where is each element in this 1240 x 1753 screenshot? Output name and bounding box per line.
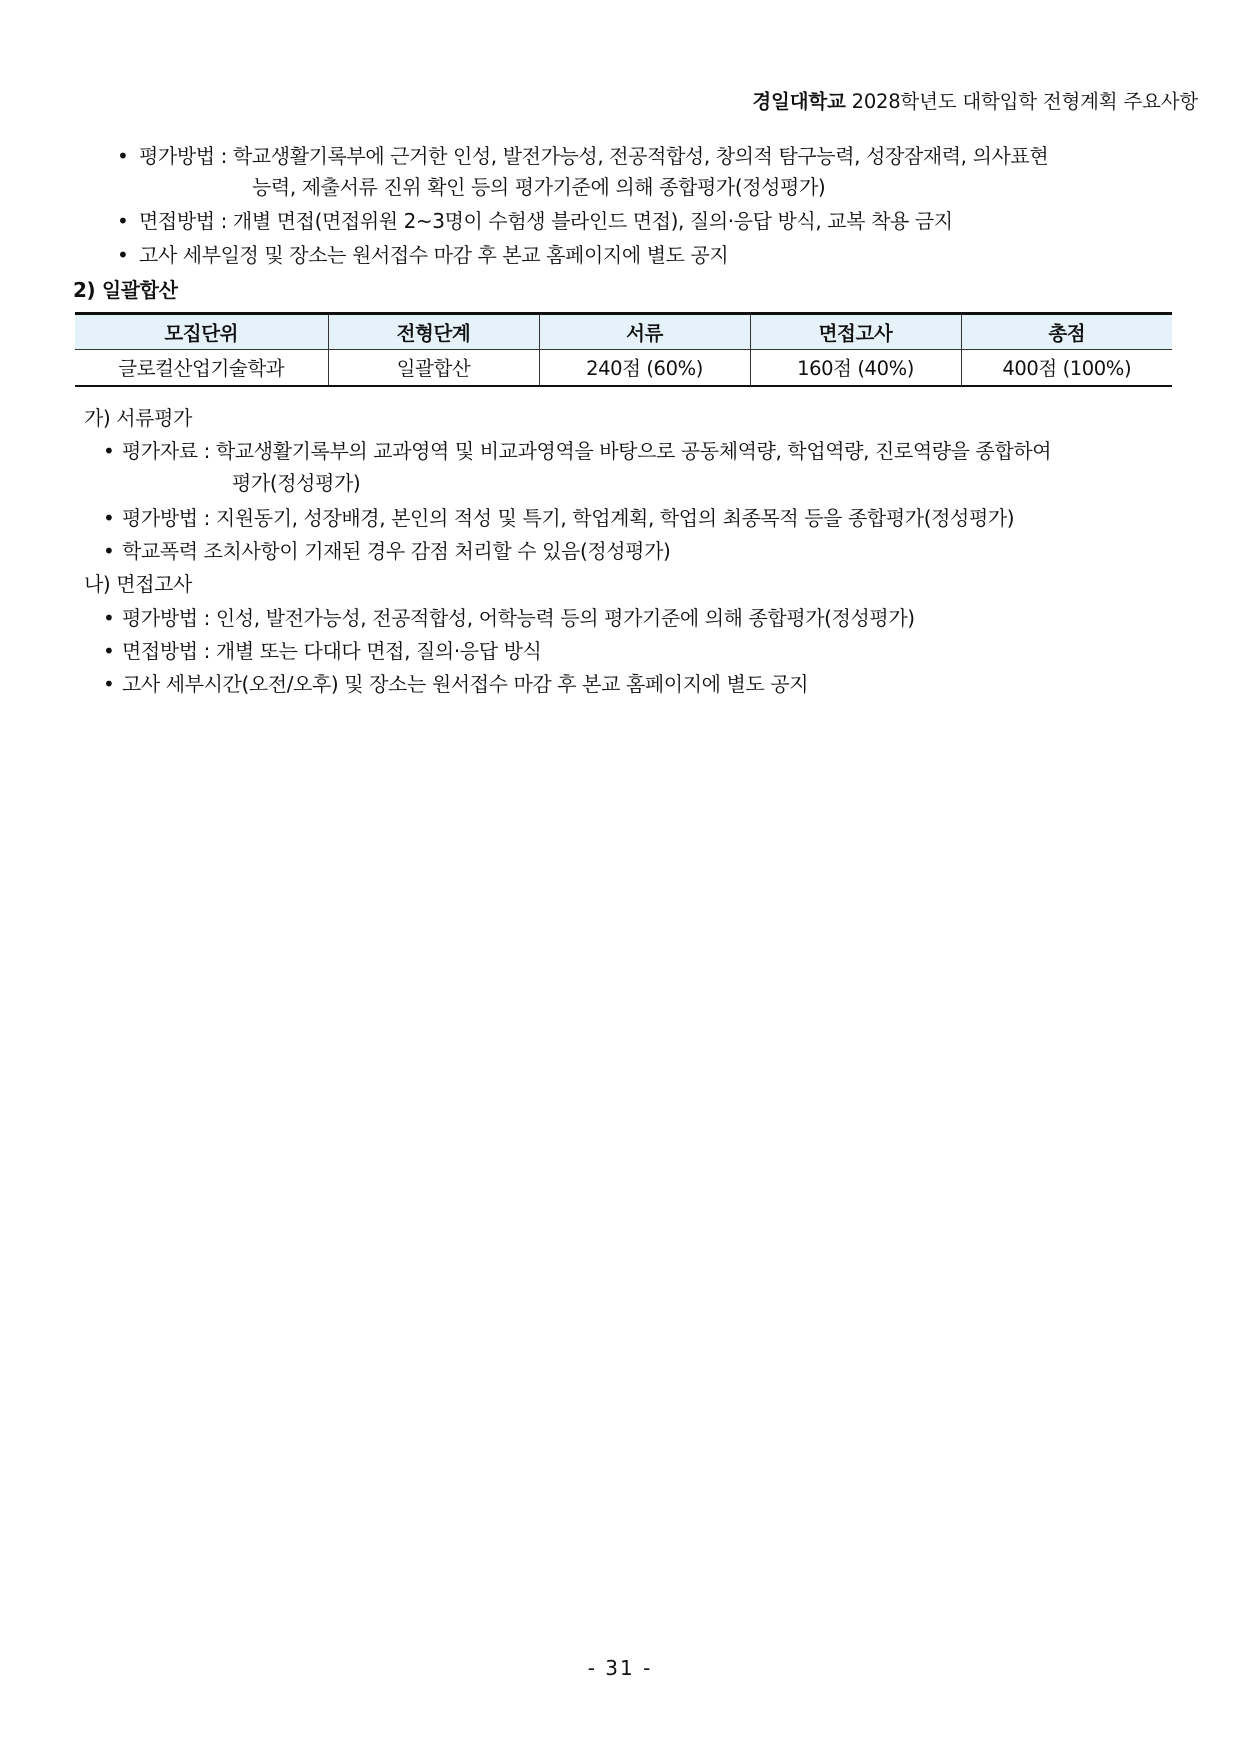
- table-header-cell: 모집단위: [75, 314, 328, 350]
- bullet-text: 평가자료 : 학교생활기록부의 교과영역 및 비교과영역을 바탕으로 공동체역량, 학업역량, 진로역량을 종합하여: [122, 439, 1052, 463]
- table-header-cell: 총점: [961, 314, 1172, 350]
- table-row: [75, 350, 1172, 386]
- page-header: [752, 86, 1198, 114]
- bullet-text: 면접방법 : 개별 또는 다대다 면접, 질의·응답 방식: [122, 639, 542, 663]
- bullet-dot: •: [103, 639, 115, 663]
- bullet-text-continuation: 능력, 제출서류 진위 확인 등의 평가기준에 의해 종합평가(정성평가): [252, 175, 826, 199]
- subsection-title: 나) 면접고사: [84, 572, 192, 596]
- header-school-name: 경일대학교: [752, 90, 846, 113]
- page-number: - 31 -: [587, 1656, 653, 1680]
- bullet-dot: •: [103, 439, 115, 463]
- section-heading: 2) 일괄합산: [73, 278, 178, 302]
- bullet-text-continuation: 평가(정성평가): [232, 471, 361, 495]
- table-cell: 160점 (40%): [750, 350, 961, 386]
- table-cell: 400점 (100%): [961, 350, 1172, 386]
- bullet-dot: •: [103, 606, 115, 630]
- score-table: [75, 312, 1172, 387]
- bullet-dot: •: [103, 672, 115, 696]
- bullet-text: 학교폭력 조치사항이 기재된 경우 감점 처리할 수 있음(정성평가): [122, 539, 671, 563]
- bullet-text: 평가방법 : 학교생활기록부에 근거한 인성, 발전가능성, 전공적합성, 창의적 탐구능력, 성장잠재력, 의사표현: [139, 144, 1049, 168]
- bullet-dot: •: [117, 144, 129, 168]
- bullet-text: 고사 세부시간(오전/오후) 및 장소는 원서접수 마감 후 본교 홈페이지에 별도 공지: [122, 672, 809, 696]
- table-header-cell: 전형단계: [328, 314, 539, 350]
- bullet-text: 평가방법 : 인성, 발전가능성, 전공적합성, 어학능력 등의 평가기준에 의해 종합평가(정성평가): [122, 606, 915, 630]
- bullet-dot: •: [103, 506, 115, 530]
- bullet-text: 고사 세부일정 및 장소는 원서접수 마감 후 본교 홈페이지에 별도 공지: [139, 243, 729, 267]
- table-cell: 일괄합산: [328, 350, 539, 386]
- table-header-cell: 서류: [539, 314, 750, 350]
- subsection-title: 가) 서류평가: [84, 406, 192, 430]
- bullet-dot: •: [117, 209, 129, 233]
- bullet-text: 평가방법 : 지원동기, 성장배경, 본인의 적성 및 특기, 학업계획, 학업의 최종목적 등을 종합평가(정성평가): [122, 506, 1015, 530]
- header-title: 2028학년도 대학입학 전형계획 주요사항: [851, 90, 1198, 113]
- bullet-dot: •: [117, 243, 129, 267]
- bullet-text: 면접방법 : 개별 면접(면접위원 2~3명이 수험생 블라인드 면접), 질의·응답 방식, 교복 착용 금지: [139, 209, 953, 233]
- table-cell: 글로컬산업기술학과: [75, 350, 328, 386]
- table-header-row: [75, 314, 1172, 350]
- table-header-cell: 면접고사: [750, 314, 961, 350]
- table-cell: 240점 (60%): [539, 350, 750, 386]
- bullet-dot: •: [103, 539, 115, 563]
